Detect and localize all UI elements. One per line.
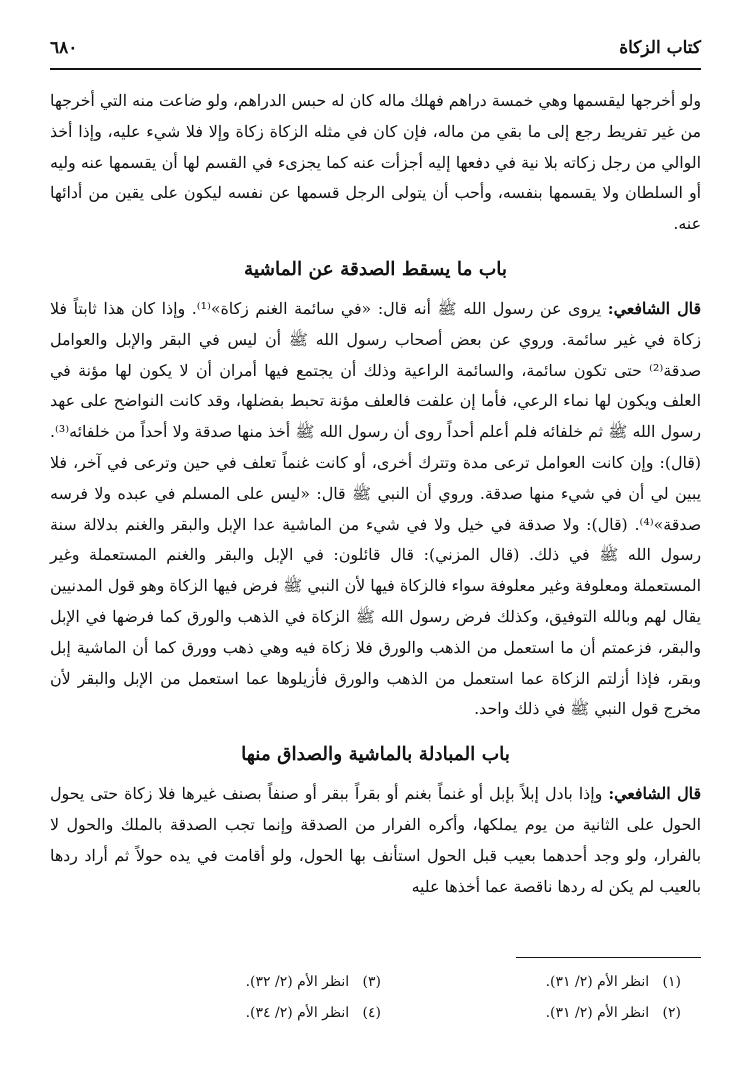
footnote-number: (٣) [362,974,381,990]
speaker-label: قال الشافعي: [607,298,701,318]
section-heading: باب ما يسقط الصدقة عن الماشية [243,258,508,280]
speaker-label: قال الشافعي: [608,784,701,804]
footnote [246,998,381,1029]
paragraph-text: وإذا بادل إبلاً بإبل أو غنماً بغنم أو بقراً ببقر أو صنفاً بصنف غيرها فلا زكاة حتى يحول الحول على الثانية من يوم يملكها، وأكره الفرار من الصدقة وإنما تجب الصدقة بالملك والحول لا بالفرار، ولو وجد أحدهما بعيب قبل الحول استأنف بها الحول، ولو أقامت في يده حولاً ثم أراد ردها بالعيب لم يكن له ردها ناقصة عما أخذها عليه [50,784,701,896]
footnote-text: انظر الأم (٢/ ٣١). [545,1005,650,1021]
footnote [546,998,681,1029]
paragraph-text: يروى عن رسول الله ﷺ أنه قال: «في سائمة الغنم زكاة»⁽¹⁾. وإذا كان هذا ثابتاً فلا زكاة في غير سائمة. وروي عن بعض أصحاب رسول الله ﷺ أن ليس في البقر والإبل والعوامل صدقة⁽²⁾ حتى تكون سائمة، والسائمة الراعية وذلك أن يجتمع فيها أمران أن لا يكون لها مؤنة في العلف ويكون لها نماء الرعي، فأما إن علفت فالعلف مؤنة تحبط بفضلها، وقد كانت النواضح على عهد رسول الله ﷺ ثم خلفائه فلم أعلم أحداً روى أن رسول الله ﷺ أخذ منها صدقة ولا أحداً من خلفائه⁽³⁾. (قال): وإن كانت العوامل ترعى مدة وتترك أخرى، أو كانت غنماً تعلف في حين وترعى في آخر، فلا يبين لي أن في شيء منها صدقة. وروي أن النبي ﷺ قال: «ليس على المسلم في عبده ولا فرسه صدقة»⁽⁴⁾. (قال): ولا صدقة في خيل ولا في شيء من الماشية عدا الإبل والبقر والغنم بدلالة سنة رسول الله ﷺ في ذلك. (قال المزني): قال قائلون: في الإبل والبقر والغنم المستعملة وغير المستعملة ومعلوفة وغير معلوفة سواء فالزكاة فيها لأن النبي ﷺ فرض فيها الزكاة وهو قول المدنيين يقال لهم وبالله التوفيق، وكذلك فرض رسول الله ﷺ الزكاة في الذهب والورق كما فرضها في الإبل والبقر، فزعمتم أن ما استعمل من الذهب والورق فلا زكاة فيه وهي ذهب وورق كما أن الماشية إبل وبقر، فإذا أزلتم الزكاة عما استعمل من الذهب والورق فأزيلوها عما استعمل من الإبل والبقر لأن مخرج قول النبي ﷺ في ذلك واحد. [50,298,701,719]
page-header [50,38,701,70]
footnote-number: (١) [662,974,681,990]
page-number: ٦٨٠ [50,38,78,58]
paragraph [50,294,701,725]
footnote-divider [516,957,701,958]
running-title: كتاب الزكاة [619,38,701,58]
footnote [246,967,381,998]
footnote [546,967,681,998]
footnote-text: انظر الأم (٢/ ٣٤). [245,1005,350,1021]
footnote-number: (٤) [362,1005,381,1021]
footnote-text: انظر الأم (٢/ ٣١). [545,974,650,990]
paragraph: ولو أخرجها ليقسمها وهي خمسة دراهم فهلك ماله كان له حبس الدراهم، ولو ضاعت منه التي أخرجها من غير تفريط رجع إلى ما بقي من ماله، فإن كان في مثله الزكاة زكاة وإلا فلا شيء عليه، وإذا أخذ الوالي من رجل زكاته بلا نية في دفعها إليه أجزأت عنه كما يجزىء في القسم لها أن يقسمها عنه وليه أو السلطان ولا يقسمها بنفسه، وأحب أن يتولى الرجل قسمها عن نفسه ليكون على يقين من أدائها عنه. [50,91,701,234]
footnote-number: (٢) [662,1005,681,1021]
main-text [50,86,701,902]
paragraph [50,779,701,902]
footnote-text: انظر الأم (٢/ ٣٢). [245,974,350,990]
section-heading: باب المبادلة بالماشية والصداق منها [241,744,510,766]
